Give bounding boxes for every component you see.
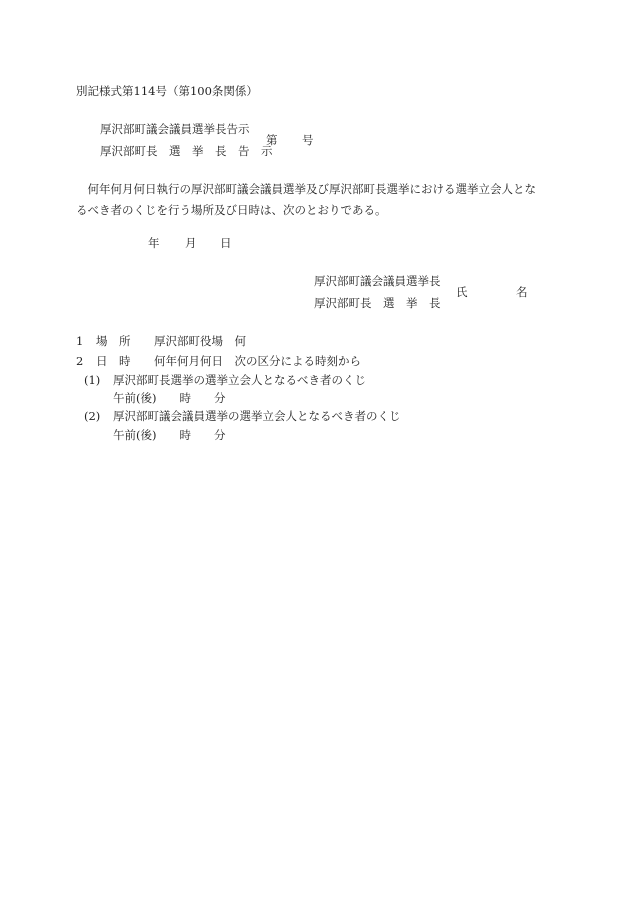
subitem-2-time: 午前(後) 時 分: [113, 428, 226, 442]
subitem-1-text: 厚沢部町長選挙の選挙立会人となるべき者のくじ: [113, 373, 366, 387]
signature-role-mayor: 厚沢部町長 選 挙 長: [314, 296, 441, 310]
notice-body-line-2: るべき者のくじを行う場所及び日時は、次のとおりである。: [76, 203, 387, 217]
item-datetime-number: 2: [76, 354, 84, 368]
header-title-assembly: 厚沢部町議会議員選挙長告示: [100, 122, 250, 136]
notice-number-suffix: 号: [302, 133, 314, 147]
date-year: 年: [148, 236, 160, 250]
notice-body: [76, 179, 554, 221]
notice-body-line-1: 何年何月何日執行の厚沢部町議会議員選挙及び厚沢部町長選挙における選挙立会人とな: [87, 182, 536, 196]
date-day: 日: [220, 236, 232, 250]
item-place-value: 厚沢部町役場 何: [154, 334, 246, 348]
item-datetime-value: 何年何月何日 次の区分による時刻から: [154, 354, 361, 368]
subitem-1-time: 午前(後) 時 分: [113, 391, 226, 405]
item-datetime-label: 日 時: [96, 354, 131, 368]
subitem-2-number: (2): [84, 409, 101, 423]
form-label: 別記様式第114号（第100条関係）: [76, 84, 258, 98]
subitem-2-text: 厚沢部町議会議員選挙の選挙立会人となるべき者のくじ: [113, 409, 401, 423]
signature-shi: 氏: [456, 285, 468, 299]
notice-number-prefix: 第: [266, 133, 278, 147]
item-place-number: 1: [76, 334, 84, 348]
signature-role-assembly: 厚沢部町議会議員選挙長: [314, 274, 441, 288]
subitem-1-number: (1): [84, 373, 101, 387]
signature-mei: 名: [516, 285, 528, 299]
header-title-mayor: 厚沢部町長 選 挙 長 告 示: [100, 144, 273, 158]
item-place-label: 場 所: [96, 334, 131, 348]
date-month: 月: [185, 236, 197, 250]
